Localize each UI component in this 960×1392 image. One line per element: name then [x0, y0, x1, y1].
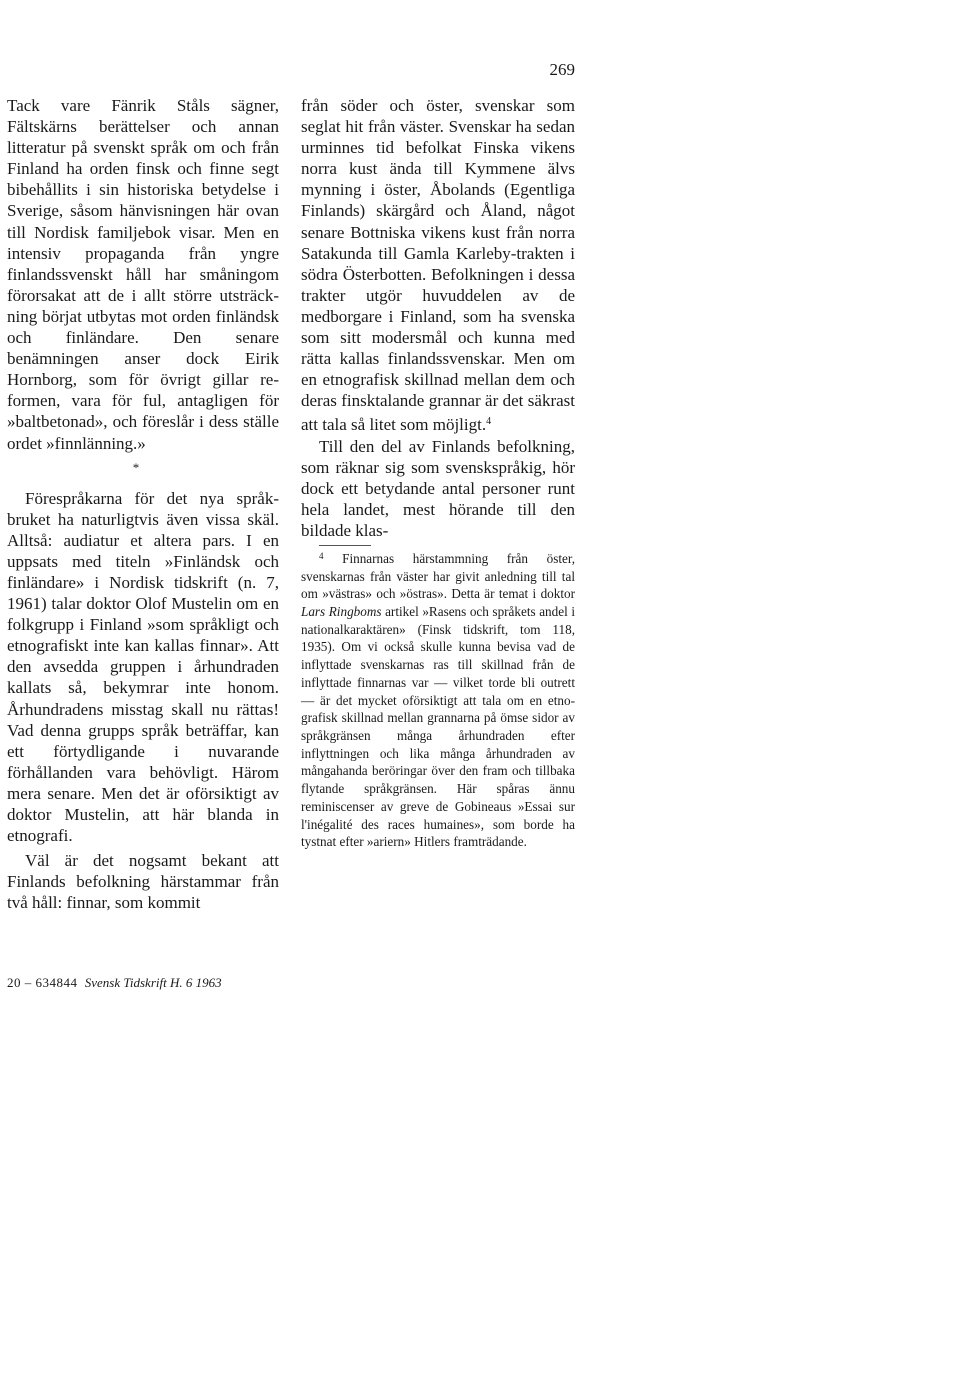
journal-reference: Svensk Tidskrift H. 6 1963	[84, 975, 222, 990]
body-paragraph: Tack vare Fänrik Ståls sägner, Fältskärns berättelser och annan litteratur på svenskt språk om och från Finland ha orden finsk och finne segt bibehållits i sin historiska betydelse i Sverige, såsom hänvisningen här ovan till Nordisk familjebok visar. Men en intensiv propaganda från yngre finlandssvenskt håll har småningom förorsakat att de i allt större utsträckning börjat utbytas mot orden finländsk och finländare. Den senare benämningen anser dock Eirik Hornborg, som för övrigt gillar reformen, vara för ful, antagligen för »baltbetonad», och föreslår i dess ställe ordet »finnlänning.»	[7, 96, 279, 453]
footnote-text: Finnarnas härstammning från öster, svenskarnas från väster har givit anledning till tal om »västras» och »östras». Detta är temat i doktor	[301, 550, 576, 602]
left-column	[7, 95, 279, 913]
print-code: 20 – 634844	[7, 975, 78, 990]
section-divider-star: *	[132, 459, 140, 475]
page-footer	[7, 975, 222, 991]
footnote-text: artikel »Rasens och språkets andel i nationalkaraktären» (Finsk tidskrift, tom 118, 1935). Om vi också skulle kunna bevisa vad de inflyttade svenskarnas ras till skillnad från de inflyttade finnarnas var — vilket torde bli outrett — är det mycket oförsiktigt att tala om en etnografisk skillnad mellan grannarna på ömse sidor av språkgränsen många århundraden efter inflyttningen och lika många århundraden av mångahanda beröringar över den fram och tillbaka flytande språkgränsen. Här spåras ännu reminiscenser av greve de Gobineaus »Essai sur l'inégalité des races humaines», som borde ha tystnat efter »ariern» Hitlers framträdande.	[301, 604, 575, 850]
body-text: från söder och öster, svenskar som seglat hit från väster. Svenskar ha sedan urminnes tid befolkat Finska vikens norra kust ända till Kymmene älvs mynning i öster, Åbolands (Egentliga Finlands) skärgård och Åland, något senare Bottniska vikens kust från norra Satakunda till Gamla Karleby-trakten i södra Österbotten. Befolkningen i dessa trakter utgör huvuddelen av de medborgare i Finland, som ha svenska som sitt modersmål och kunna med rätta kallas finlandssvenskar. Men om en etnografisk skillnad mellan dem och deras finsktalande grannar är det säkrast att tala så litet som möjligt.	[301, 96, 575, 435]
footnote-mark: 4	[319, 550, 324, 561]
page-number: 269	[549, 60, 575, 79]
footnote-author: Lars Ringboms	[301, 604, 382, 620]
body-paragraph: Till den del av Finlands befolkning, som räknar sig som svenskspråkig, hör dock ett betydande antal personer runt hela landet, mest hörande till den bildade klas-	[301, 436, 575, 540]
footnote-divider	[319, 545, 371, 546]
footnote-reference: 4	[486, 416, 492, 428]
body-paragraph	[301, 95, 575, 436]
body-paragraph: Förespråkarna för det nya språkbruket ha naturligtvis även vissa skäl. Alltså: audiatur et altera pars. I en uppsats med titeln »Finländsk och finländare» i Nordisk tidskrift (n. 7, 1961) talar doktor Olof Mustelin om en folkgrupp i Finland »som språkligt och etnografiskt inte kan kallas finnar». Att den avsedda gruppen i århundraden kallats så, bekymrar inte honom. Århundradens misstag skall nu rättas! Vad denna grupps språk beträffar, kan ett förtydligande i nuvarande förhållanden vara behövligt. Härom mera senare. Men det är oförsiktigt av doktor Mustelin, att här blanda in etnografi.	[7, 488, 279, 846]
body-paragraph: Väl är det nogsamt bekant att Finlands befolkning härstammar från två håll: finnar, som kommit	[7, 851, 279, 913]
right-column	[301, 95, 575, 851]
footnote	[301, 548, 575, 851]
